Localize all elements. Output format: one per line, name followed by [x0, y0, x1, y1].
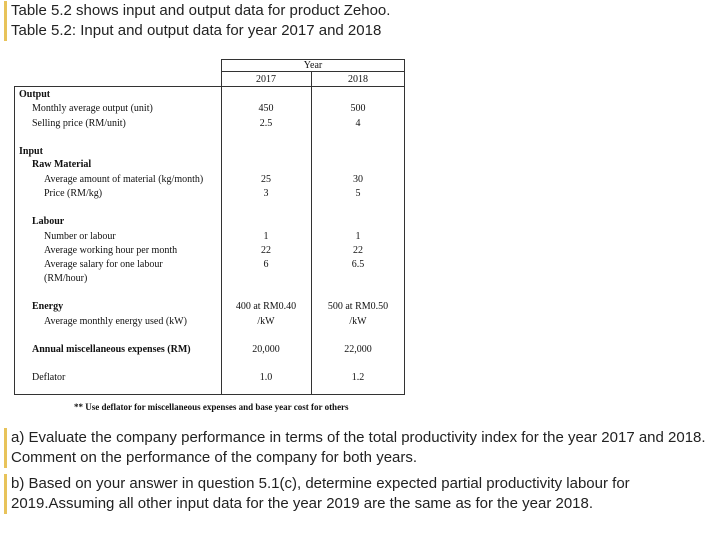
num-labour-2017: 1 — [263, 231, 269, 242]
deflator-2017: 1.0 — [259, 372, 273, 383]
monthly-output-2017: 450 — [258, 103, 274, 114]
selling-price-2017: 2.5 — [259, 118, 273, 129]
table-footnote: ** Use deflator for miscellaneous expenses and base year cost for others — [74, 402, 349, 412]
question-a: a) Evaluate the company performance in terms of the total productivity index for the year 2017 and 2018. Comment on the performance of the company for both years. — [4, 428, 717, 468]
misc-expenses-2017: 20,000 — [252, 344, 280, 355]
misc-expenses-label: Annual miscellaneous expenses (RM) — [32, 344, 191, 355]
monthly-output-label: Monthly average output (unit) — [32, 103, 153, 114]
num-labour-label: Number or labour — [44, 231, 116, 242]
intro-line-1: Table 5.2 shows input and output data for product Zehoo. — [11, 2, 391, 19]
avg-hours-2018: 22 — [353, 245, 363, 256]
energy-label: Average monthly energy used (kW) — [44, 316, 187, 327]
avg-salary-2017: 6 — [263, 259, 269, 270]
misc-expenses-2018: 22,000 — [344, 344, 372, 355]
labour-heading: Labour — [32, 216, 65, 227]
header-divider — [14, 86, 405, 87]
selling-price-label: Selling price (RM/unit) — [32, 118, 126, 129]
price-kg-2018: 5 — [355, 188, 361, 199]
price-kg-label: Price (RM/kg) — [44, 188, 103, 199]
table-border-bottom — [14, 394, 405, 395]
deflator-2018: 1.2 — [351, 372, 365, 383]
energy-2017-line-2: /kW — [257, 316, 275, 327]
question-b: b) Based on your answer in question 5.1(c), determine expected partial productivity labour for 2019.Assuming all other input data for the year 2019 are the same as for the year 2018. — [4, 474, 717, 514]
column-2018: 2018 — [348, 74, 368, 85]
avg-material-2017: 25 — [261, 174, 271, 185]
column-2017: 2017 — [256, 74, 276, 85]
year-header: Year — [303, 60, 323, 71]
energy-2018-line-1: 500 at RM0.50 — [327, 301, 389, 312]
energy-2017-line-1: 400 at RM0.40 — [235, 301, 297, 312]
avg-salary-2018: 6.5 — [351, 259, 365, 270]
raw-material-heading: Raw Material — [32, 159, 92, 170]
selling-price-2018: 4 — [355, 118, 361, 129]
monthly-output-2018: 500 — [350, 103, 366, 114]
avg-material-2018: 30 — [353, 174, 363, 185]
avg-hours-label: Average working hour per month — [44, 245, 178, 256]
input-heading: Input — [19, 146, 43, 157]
table-caption: Table 5.2: Input and output data for year 2017 and 2018 — [11, 22, 382, 39]
avg-hours-2017: 22 — [261, 245, 271, 256]
avg-salary-label: Average salary for one labour — [44, 259, 163, 270]
deflator-label: Deflator — [32, 372, 66, 383]
table-border-left — [14, 86, 15, 395]
energy-2018-line-2: /kW — [349, 316, 367, 327]
output-heading: Output — [19, 89, 51, 100]
energy-heading: Energy — [32, 301, 64, 312]
price-kg-2017: 3 — [263, 188, 269, 199]
num-labour-2018: 1 — [355, 231, 361, 242]
avg-material-label: Average amount of material (kg/month) — [44, 174, 204, 185]
avg-salary-label-unit: (RM/hour) — [44, 273, 88, 284]
